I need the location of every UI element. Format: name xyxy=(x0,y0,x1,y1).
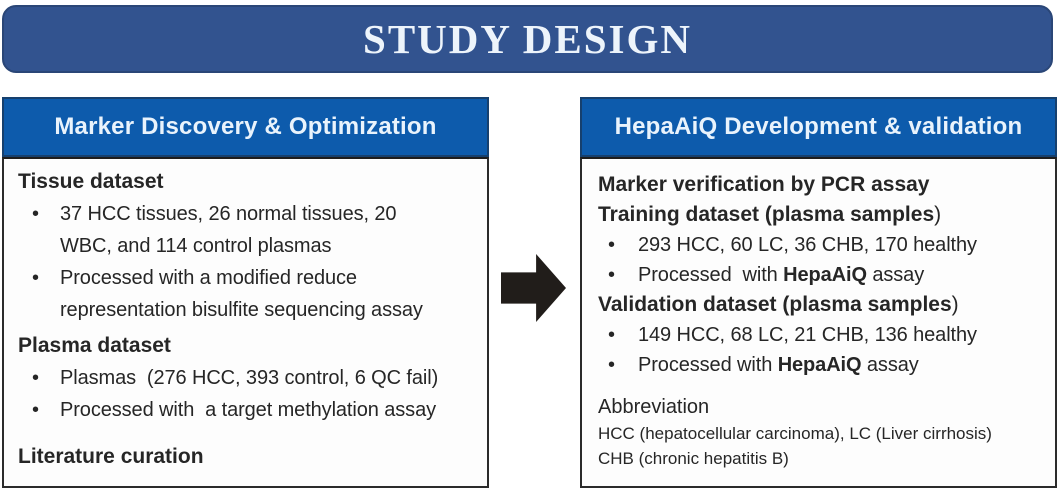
bullet-line: Plasmas (276 HCC, 393 control, 6 QC fail) xyxy=(60,367,439,389)
text-segment: assay xyxy=(866,264,925,286)
panel-hepaaiq-development xyxy=(580,97,1057,488)
hepaaiq-brand: HepaAiQ xyxy=(777,354,862,376)
validation-bullet-1 xyxy=(598,320,1045,350)
training-bullet-2-text xyxy=(638,260,924,290)
bullet-icon: • xyxy=(608,234,615,256)
bullet-icon: • xyxy=(32,203,39,225)
training-bullet-2 xyxy=(598,260,1045,290)
plasma-bullet-1 xyxy=(18,362,477,394)
panel-marker-discovery-title: Marker Discovery & Optimization xyxy=(54,113,437,140)
plasma-bullet-2 xyxy=(18,394,477,426)
page-title: STUDY DESIGN xyxy=(363,16,692,62)
tissue-bullet-2 xyxy=(18,262,477,326)
hepaaiq-brand: HepaAiQ xyxy=(783,264,867,286)
validation-dataset-heading xyxy=(598,290,1045,320)
plasma-dataset-heading: Plasma dataset xyxy=(18,334,171,357)
validation-heading-paren: ) xyxy=(951,293,959,316)
training-heading-bold: Training dataset (plasma samples xyxy=(598,203,935,226)
bullet-icon: • xyxy=(32,367,39,389)
plasma-bullet-2-text xyxy=(60,394,436,426)
bullet-icon: • xyxy=(32,399,39,421)
panel-marker-discovery-body xyxy=(2,157,489,488)
training-bullet-1 xyxy=(598,230,1045,260)
bullet-line: Processed with a modified reduce xyxy=(60,267,357,289)
bullet-line: WBC, and 114 control plasmas xyxy=(60,235,332,257)
panel-marker-discovery xyxy=(2,97,489,488)
panel-hepaaiq-body xyxy=(580,157,1057,488)
abbreviation-line-1: HCC (hepatocellular carcinoma), LC (Liver cirrhosis) xyxy=(598,424,992,443)
flow-arrow-icon xyxy=(501,254,566,322)
bullet-icon: • xyxy=(608,324,615,346)
panel-marker-discovery-header xyxy=(2,97,489,157)
bullet-line: representation bisulfite sequencing assay xyxy=(60,299,423,321)
bullet-icon: • xyxy=(608,354,615,376)
panel-hepaaiq-title: HepaAiQ Development & validation xyxy=(614,113,1023,140)
plasma-bullet-1-text xyxy=(60,362,438,394)
literature-curation-heading: Literature curation xyxy=(18,445,204,468)
bullet-icon: • xyxy=(32,267,39,289)
text-segment: assay xyxy=(861,354,919,376)
validation-bullet-2 xyxy=(598,350,1045,380)
panel-hepaaiq-header xyxy=(580,97,1057,157)
tissue-dataset-heading: Tissue dataset xyxy=(18,170,164,193)
training-heading-paren: ) xyxy=(934,203,942,226)
tissue-bullet-2-text xyxy=(60,262,423,326)
validation-bullet-1-text: 149 HCC, 68 LC, 21 CHB, 136 healthy xyxy=(638,324,977,346)
marker-verification-heading: Marker verification by PCR assay xyxy=(598,173,930,196)
validation-heading-bold: Validation dataset (plasma samples xyxy=(598,293,952,316)
tissue-bullet-1 xyxy=(18,198,477,262)
training-dataset-heading xyxy=(598,200,1045,230)
bullet-line: 37 HCC tissues, 26 normal tissues, 20 xyxy=(60,203,397,225)
banner xyxy=(2,5,1053,73)
tissue-bullet-1-text xyxy=(60,198,396,262)
text-segment: Processed with xyxy=(638,264,784,286)
bullet-icon: • xyxy=(608,264,615,286)
bullet-line: Processed with a target methylation assay xyxy=(60,399,436,421)
text-segment: Processed with xyxy=(638,354,778,376)
abbreviation-line-2: CHB (chronic hepatitis B) xyxy=(598,449,789,468)
training-bullet-1-text: 293 HCC, 60 LC, 36 CHB, 170 healthy xyxy=(638,234,977,256)
validation-bullet-2-text xyxy=(638,350,919,380)
abbreviation-heading: Abbreviation xyxy=(598,396,710,418)
